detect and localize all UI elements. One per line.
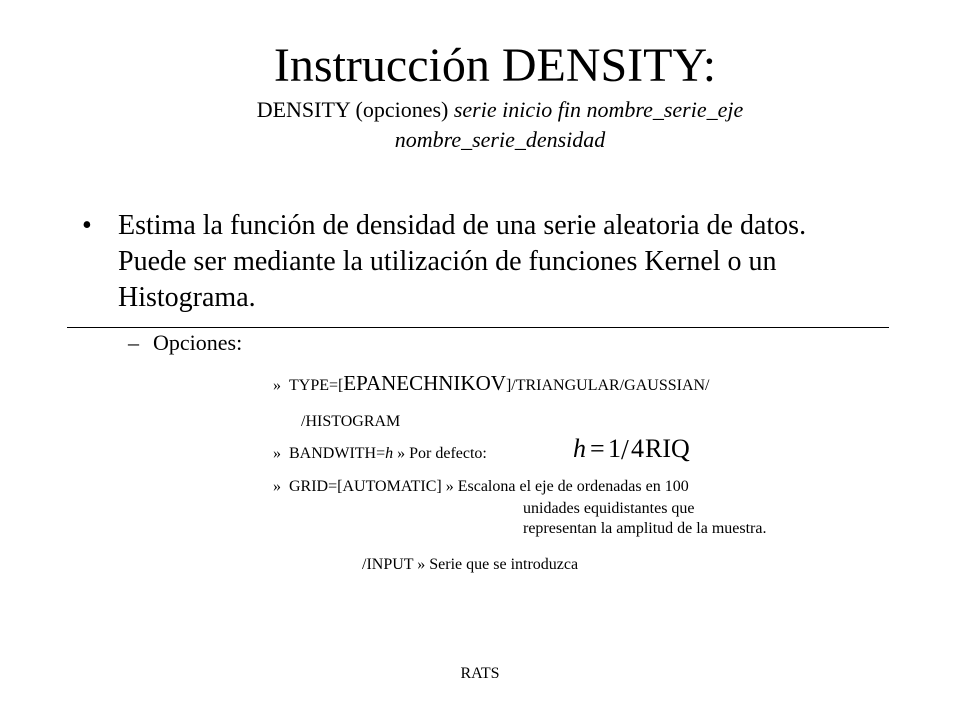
slide-title: Instrucción DENSITY: bbox=[273, 39, 717, 92]
command-syntax bbox=[175, 95, 825, 155]
options-label: Opciones: bbox=[153, 330, 243, 355]
input-sep: » bbox=[417, 556, 426, 573]
option-type bbox=[273, 373, 710, 396]
option-bandwidth bbox=[273, 444, 487, 464]
formula-term: RIQ bbox=[645, 434, 690, 463]
bandwidth-var: h bbox=[385, 445, 394, 462]
options-dash-marker: – bbox=[128, 330, 139, 355]
bandwidth-label: Por defecto: bbox=[409, 445, 487, 462]
type-rest: ]/TRIANGULAR/GAUSSIAN/ bbox=[505, 377, 710, 394]
formula-numerator: 1 bbox=[608, 434, 621, 463]
option-grid-input bbox=[362, 555, 578, 575]
syntax-args-line2: nombre_serie_densidad bbox=[394, 127, 606, 152]
syntax-args-line1: serie inicio fin nombre_serie_eje bbox=[453, 97, 744, 122]
grid-desc-line-2: unidades equidistantes que bbox=[523, 500, 695, 517]
grid-desc-line-3: representan la amplitud de la muestra. bbox=[523, 520, 767, 537]
formula-coefficient: 4 bbox=[631, 434, 644, 463]
input-desc: Serie que se introduzca bbox=[429, 556, 579, 573]
bullet-marker: • bbox=[82, 210, 92, 241]
formula-slash: / bbox=[621, 435, 629, 466]
grid-key: GRID=[AUTOMATIC] bbox=[289, 478, 442, 495]
main-bullet bbox=[82, 208, 862, 316]
bandwidth-item-marker: » bbox=[273, 445, 281, 462]
type-default: EPANECHNIKOV bbox=[343, 371, 506, 395]
grid-desc-line-1: Escalona el eje de ordenadas en 100 bbox=[457, 478, 689, 495]
slide-footer: RATS bbox=[460, 665, 500, 682]
options-heading bbox=[128, 328, 242, 358]
option-grid bbox=[273, 477, 689, 497]
bullet-text: Estima la función de densidad de una serie aleatoria de datos. Puede ser mediante la utilización de funciones Kernel o un Histograma. bbox=[118, 210, 807, 313]
grid-item-marker: » bbox=[273, 478, 281, 495]
formula-equals: = bbox=[590, 434, 605, 463]
input-key: /INPUT bbox=[362, 556, 414, 573]
bandwidth-key: BANDWITH= bbox=[289, 445, 386, 462]
formula-lhs: h bbox=[573, 434, 586, 463]
type-prefix: TYPE=[ bbox=[289, 377, 344, 394]
bandwidth-sep: » bbox=[393, 445, 410, 462]
type-item-marker: » bbox=[273, 377, 281, 394]
bandwidth-formula bbox=[571, 431, 691, 467]
syntax-command: DENSITY (opciones) bbox=[256, 97, 449, 122]
grid-sep: » bbox=[445, 478, 454, 495]
option-type-continuation: /HISTOGRAM bbox=[301, 413, 401, 430]
grid-description bbox=[523, 499, 766, 539]
